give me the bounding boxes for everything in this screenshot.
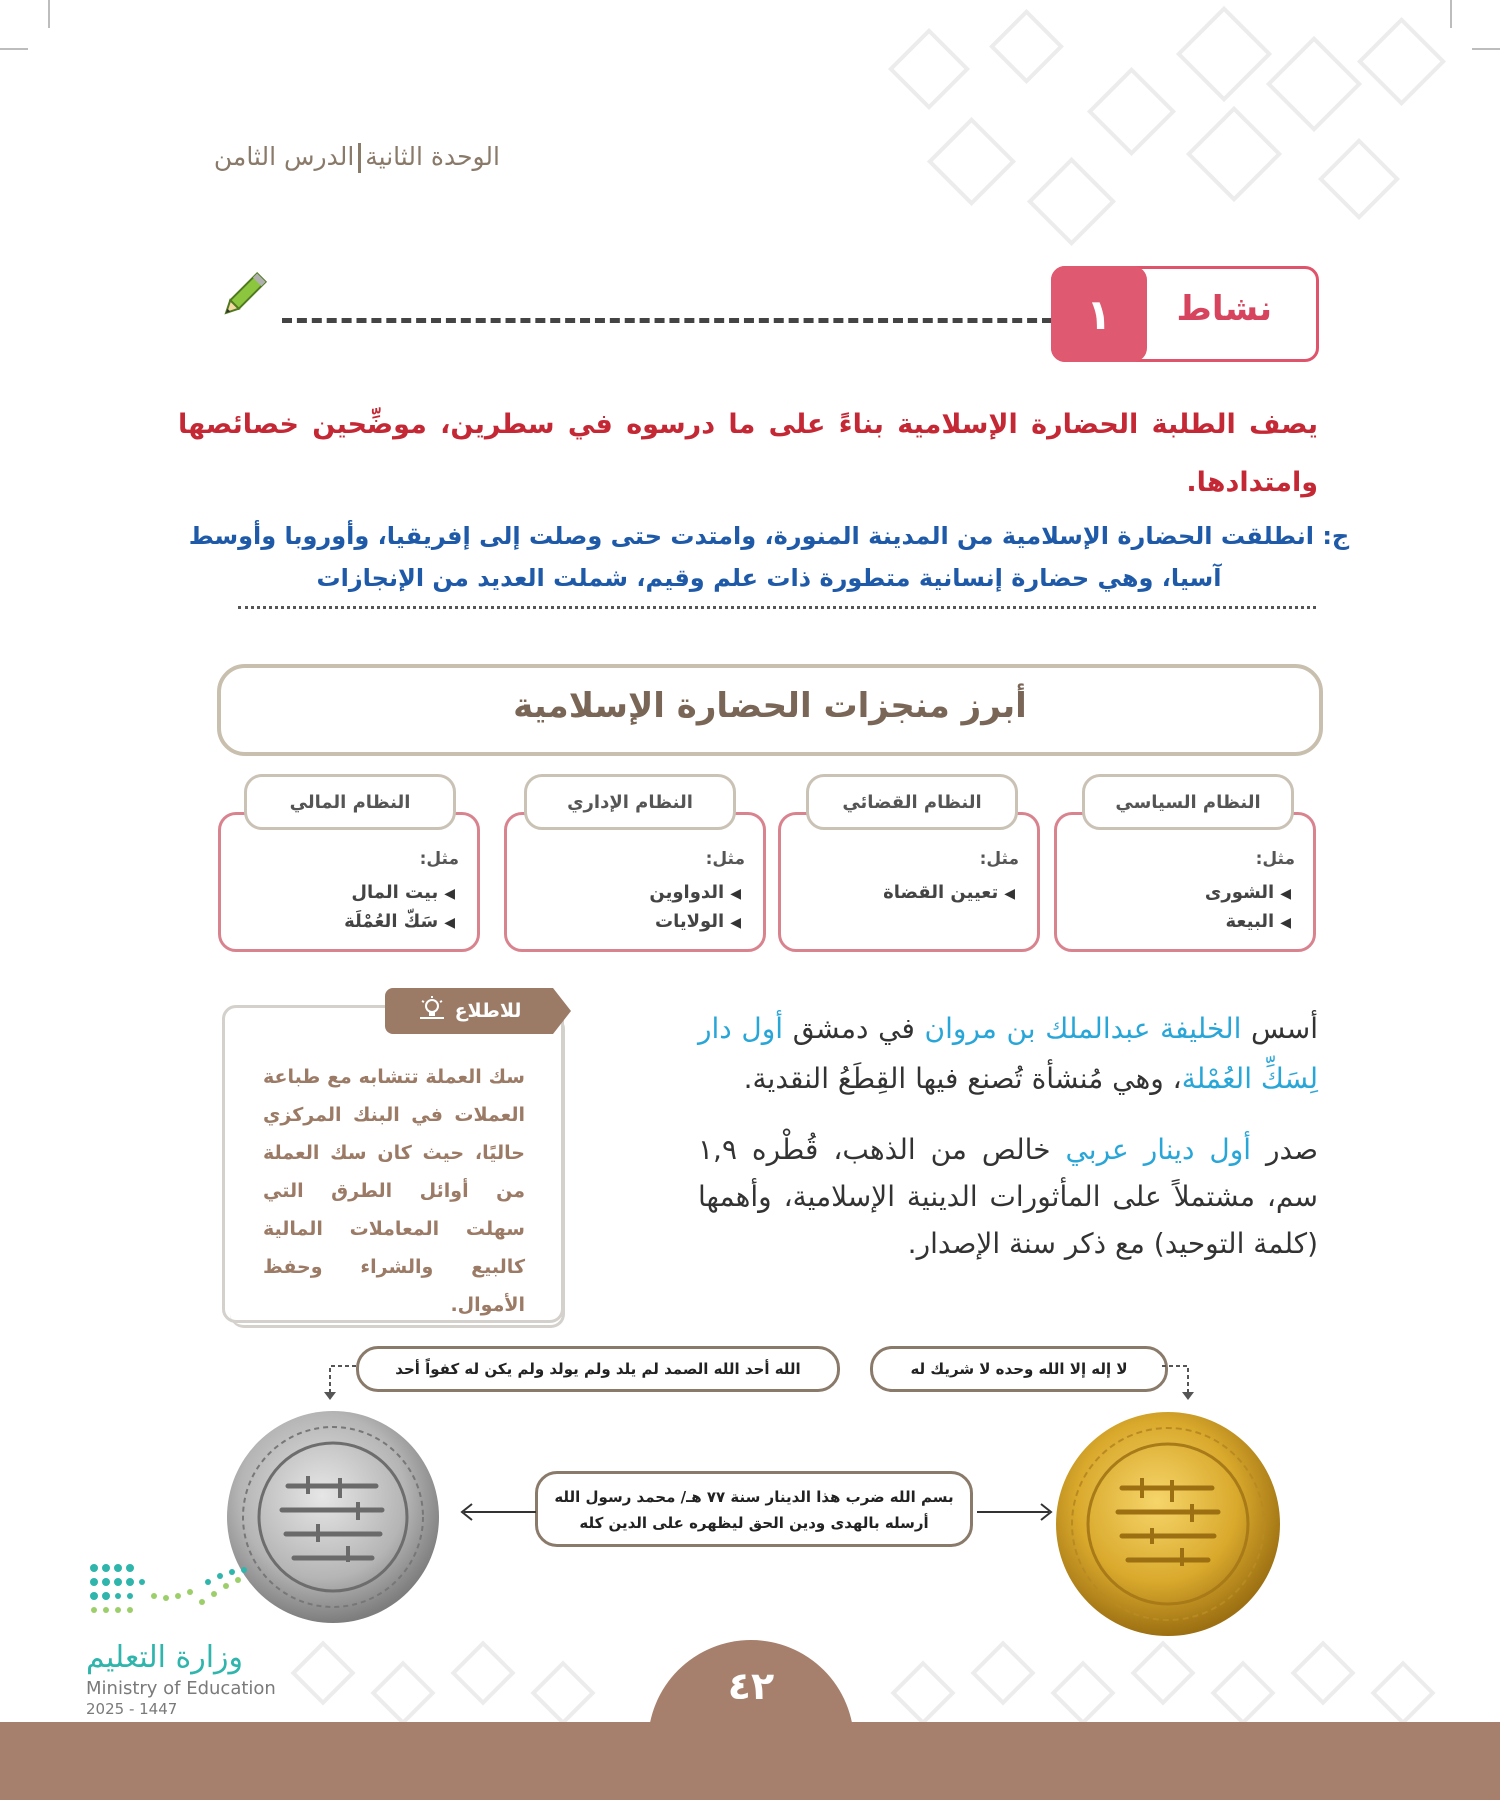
page-header [214, 142, 500, 173]
system-tab-administrative: النظام الإداري [524, 774, 736, 830]
text-span: في دمشق [783, 1012, 925, 1045]
center-line-1: بسم الله ضرب هذا الدينار سنة ٧٧ هـ/ محمد رسول الله [554, 1488, 954, 1506]
crop-mark [0, 48, 28, 50]
list-item: ◀ البيعة [1205, 908, 1291, 937]
list-item: ◀ الدواوين [649, 879, 741, 908]
info-text: سك العملة تتشابه مع طباعة العملات في البنك المركزي حاليًا، حيث كان سك العملة من أوائل الطرق التي سهلت المعاملات المالية كالبيع والشراء وحفظ الأموال. [263, 1066, 525, 1316]
system-tab-judicial: النظام القضائي [806, 774, 1018, 830]
activity-question: يصف الطلبة الحضارة الإسلامية بناءً على ما درسوه في سطرين، موضِّحين خصائصها وامتدادها. [178, 409, 1318, 498]
answer-dotted-line [238, 606, 1316, 609]
arrow-down-icon [318, 1362, 358, 1406]
list-item: ◀ تعيين القضاة [883, 879, 1015, 908]
system-card-political [1054, 812, 1316, 952]
system-card-financial [218, 812, 480, 952]
arrow-left-icon [458, 1500, 538, 1528]
system-card-judicial [778, 812, 1040, 952]
student-answer: ج: انطلقت الحضارة الإسلامية من المدينة المنورة، وامتدت حتى وصلت إلى إفريقيا، وأوروبا وأوسط آسيا، وهي حضارة إنسانية متطورة ذات علم وقيم، شملت العديد من الإنجازات [188, 522, 1350, 592]
crop-mark [1472, 48, 1500, 50]
text-span: خالص من الذهب، قُطْره ١,٩ سم، مشتملاً على المأثورات الدينية الإسلامية، وأهمها (كلمة التوحيد) مع ذكر سنة الإصدار. [698, 1133, 1318, 1260]
list-item: ◀ الشورى [1205, 879, 1291, 908]
unit-title: الوحدة الثانية [365, 142, 500, 171]
arrow-down-icon [1160, 1362, 1200, 1406]
list-item: ◀ الولايات [649, 908, 741, 937]
crop-mark [48, 0, 50, 28]
highlight-caliph: الخليفة عبدالملك بن مروان [924, 1012, 1242, 1045]
edition-year: 2025 - 1447 [86, 1700, 178, 1718]
activity-number: ١ [1051, 266, 1147, 362]
example-list [649, 879, 741, 937]
activity-dash-line [282, 318, 1052, 323]
example-label: مثل: [705, 849, 745, 869]
example-label: مثل: [1255, 849, 1295, 869]
example-list [1205, 879, 1291, 937]
coin-center-label [535, 1471, 973, 1547]
lightbulb-icon [417, 996, 447, 1027]
example-label: مثل: [419, 849, 459, 869]
paragraph-mint [698, 1004, 1318, 1104]
coin-label-right: لا إله إلا الله وحده لا شريك له [870, 1346, 1168, 1392]
list-item: ◀ بيت المال [344, 879, 455, 908]
highlight-mint: أول دار لِسَكِّ العُمْلة [698, 1012, 1318, 1095]
highlight-dinar: أول دينار عربي [1065, 1133, 1252, 1166]
achievements-title: أبرز منجزات الحضارة الإسلامية [513, 686, 1027, 726]
system-tab-political: النظام السياسي [1082, 774, 1294, 830]
example-label: مثل: [979, 849, 1019, 869]
example-list [344, 879, 455, 937]
info-tag [385, 988, 553, 1034]
example-list [883, 879, 1015, 908]
center-line-2: أرسله بالهدى ودين الحق ليظهره على الدين كله [579, 1514, 929, 1532]
ministry-name-en: Ministry of Education [86, 1678, 276, 1699]
gold-dinar-image [1052, 1408, 1284, 1644]
info-tag-label: للاطلاع [454, 1000, 522, 1022]
coin-label-left: الله أحد الله الصمد لم يلد ولم يولد ولم يكن له كفواً أحد [356, 1346, 840, 1392]
system-card-administrative [504, 812, 766, 952]
text-span: ، وهي مُنشأة تُصنع فيها القِطَعُ النقدية. [743, 1062, 1182, 1095]
activity-badge [1051, 266, 1319, 362]
arrow-right-icon [975, 1500, 1055, 1528]
activity-label: نشاط [1176, 289, 1272, 329]
page-number: ٤٢ [648, 1640, 854, 1750]
list-item: ◀ سَكّ العُمْلَة [344, 908, 455, 937]
ministry-logo-icon [88, 1562, 268, 1622]
paragraph-dinar [698, 1126, 1318, 1267]
text-span: أسس [1241, 1012, 1318, 1045]
header-separator [358, 143, 361, 173]
achievements-title-box [217, 664, 1323, 756]
lesson-title: الدرس الثامن [213, 142, 355, 171]
crop-mark [1450, 0, 1452, 28]
ministry-name-ar: وزارة التعليم [86, 1640, 244, 1675]
text-span: صدر [1251, 1133, 1318, 1166]
system-tab-financial: النظام المالي [244, 774, 456, 830]
info-tag-arrow [553, 988, 571, 1034]
pencil-icon [215, 268, 271, 328]
